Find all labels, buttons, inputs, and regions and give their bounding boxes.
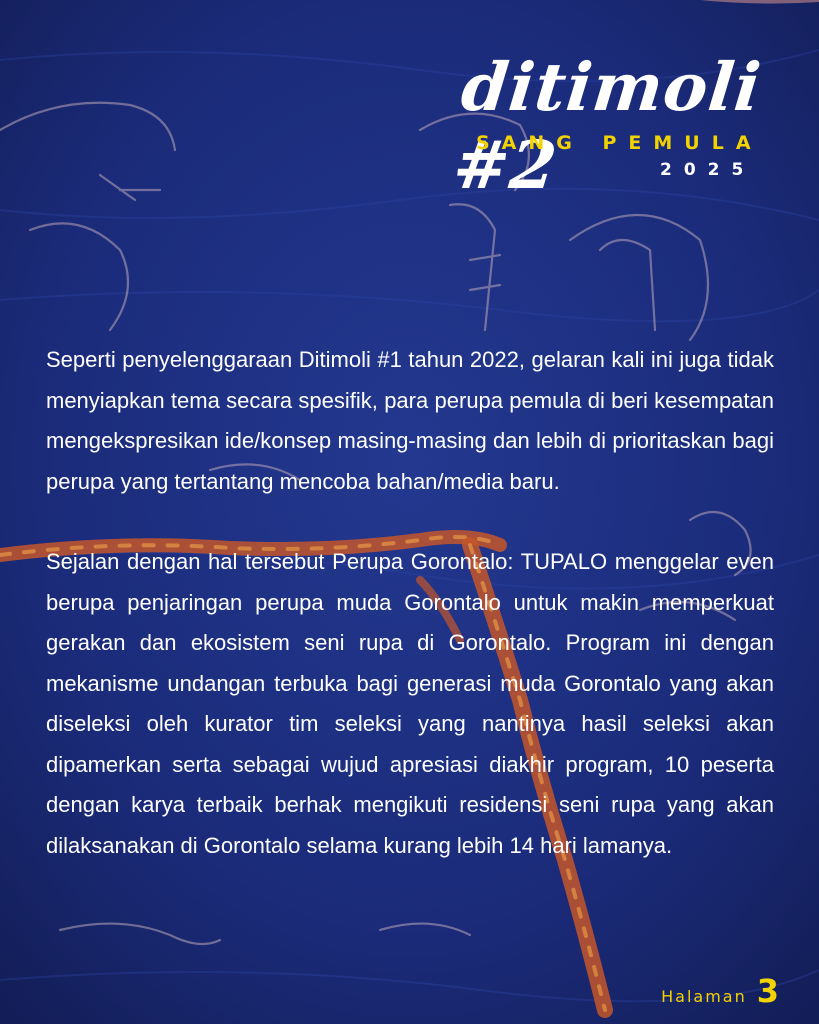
page-number: 3 xyxy=(756,972,779,1010)
page-label: Halaman xyxy=(661,987,747,1006)
logo-title: ditimoli #2 xyxy=(449,48,765,204)
paragraph-2: Sejalan dengan hal tersebut Perupa Gorontalo: TUPALO menggelar even berupa penjaringan perupa muda Gorontalo untuk makin memperkuat gerakan dan ekosistem seni rupa di Gorontalo. Program ini dengan mekanisme undangan terbuka bagi generasi muda Gorontalo yang akan diseleksi oleh kurator tim seleksi yang nantinya hasil seleksi akan dipamerkan serta sebagai wujud apresiasi diakhir program, 10 peserta dengan karya terbaik berhak mengikuti residensi seni rupa yang akan dilaksanakan di Gorontalo selama kurang lebih 14 hari lamanya. xyxy=(46,549,774,858)
logo-year: 2025 xyxy=(660,160,756,180)
page-footer xyxy=(661,972,779,1010)
paragraph-1: Seperti penyelenggaraan Ditimoli #1 tahun 2022, gelaran kali ini juga tidak menyiapkan tema secara spesifik, para perupa pemula di beri kesempatan mengekspresikan ide/konsep masing-masing dan lebih di prioritaskan bagi perupa yang tertantang mencoba bahan/media baru. xyxy=(46,347,774,494)
logo-subtitle: SANG PEMULA xyxy=(476,132,763,154)
body-text xyxy=(46,340,774,866)
event-logo xyxy=(440,30,790,204)
